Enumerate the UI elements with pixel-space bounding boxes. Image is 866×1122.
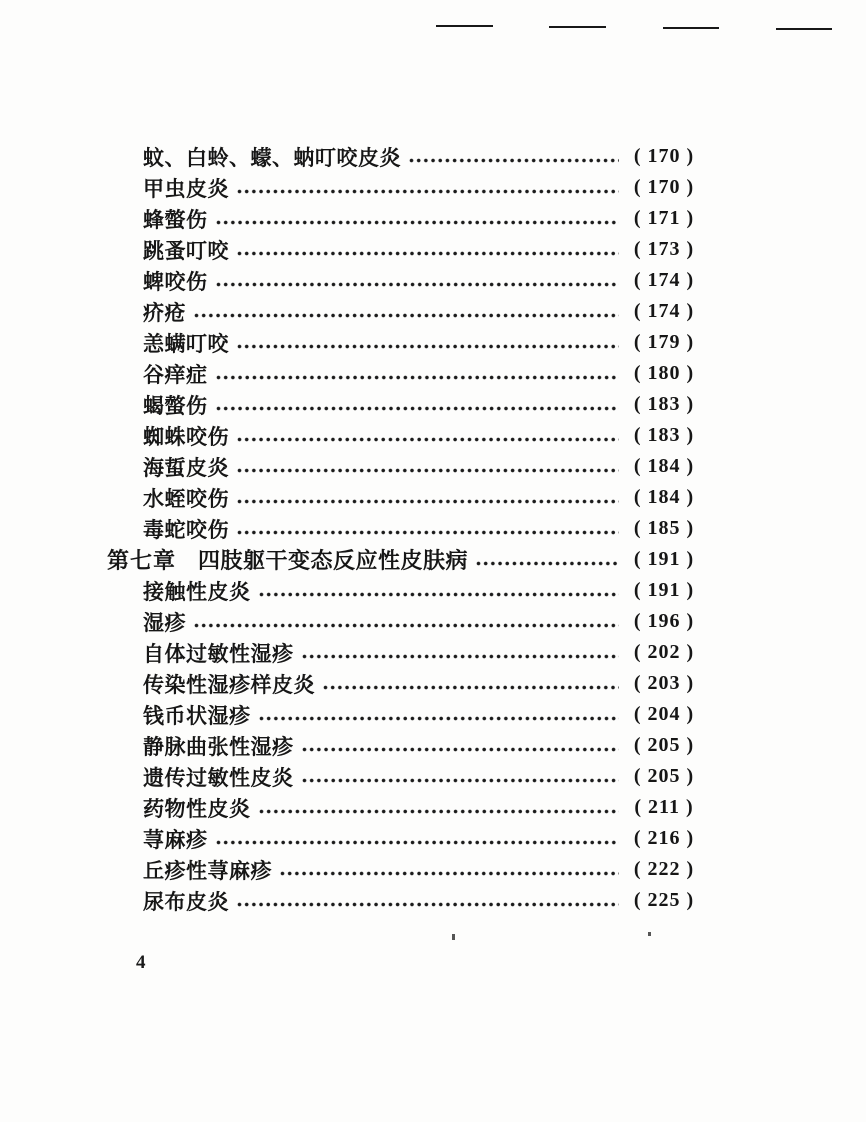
toc-entry: [107, 234, 705, 265]
dot-leader: [258, 807, 620, 816]
toc-entry: [107, 761, 705, 792]
toc-entry: [107, 792, 705, 823]
dot-leader: [236, 342, 619, 351]
toc-entry: [107, 141, 705, 172]
toc-entry: [107, 203, 705, 234]
dot-leader: [236, 528, 619, 537]
toc-entry-page: ( 216 ): [633, 827, 695, 849]
toc-entry-title: 谷痒症: [143, 362, 208, 387]
toc-entry-page: ( 183 ): [633, 393, 695, 415]
toc-entry: [107, 482, 705, 513]
toc-entry-page: ( 174 ): [633, 269, 695, 291]
toc-entry: [107, 699, 705, 730]
toc-entry-page: ( 222 ): [633, 858, 695, 880]
scan-artifact-line: [663, 27, 719, 29]
dot-leader: [236, 249, 619, 258]
toc-entry-title: 接触性皮炎: [143, 579, 251, 604]
toc-entry-page: ( 203 ): [633, 672, 695, 694]
toc-entry-page: ( 205 ): [633, 734, 695, 756]
toc-entry-title: 钱币状湿疹: [143, 703, 251, 728]
toc-entry-title: 荨麻疹: [143, 827, 208, 852]
toc-entry-title: 跳蚤叮咬: [143, 238, 229, 263]
toc-entry: [107, 420, 705, 451]
scan-speck: [452, 934, 455, 940]
page-number: 4: [136, 952, 146, 973]
toc-entry-page: ( 170 ): [633, 176, 695, 198]
toc-entry: [107, 389, 705, 420]
dot-leader: [236, 900, 619, 909]
toc-entry-page: ( 174 ): [633, 300, 695, 322]
toc-entry-page: ( 211 ): [634, 796, 694, 818]
toc-entry-page: ( 191 ): [633, 579, 695, 601]
dot-leader: [215, 280, 620, 289]
toc-entry-title: 海蜇皮炎: [143, 455, 229, 480]
toc-entry-page: ( 173 ): [633, 238, 695, 260]
toc-entry-title: 尿布皮炎: [143, 889, 229, 914]
toc-entry-page: ( 225 ): [633, 889, 695, 911]
toc-entry-page: ( 204 ): [633, 703, 695, 725]
toc-entry-page: ( 191 ): [633, 548, 695, 570]
toc-entry: [107, 854, 705, 885]
toc-entry-page: ( 185 ): [633, 517, 695, 539]
toc-entry-page: ( 171 ): [633, 207, 695, 229]
toc-entry-title: 甲虫皮炎: [143, 176, 229, 201]
toc-entry: [107, 513, 705, 544]
dot-leader: [215, 404, 620, 413]
toc-entry-title: 丘疹性荨麻疹: [143, 858, 272, 883]
dot-leader: [301, 652, 620, 661]
toc-entry: [107, 885, 705, 916]
toc-entry-title: 蚊、白蛉、蠓、蚋叮咬皮炎: [143, 145, 401, 170]
dot-leader: [215, 373, 620, 382]
toc-entry-page: ( 184 ): [633, 486, 695, 508]
toc-entry: [107, 575, 705, 606]
toc-entry-title: 疥疮: [143, 300, 186, 325]
scan-artifact-line: [776, 28, 832, 30]
dot-leader: [301, 745, 620, 754]
dot-leader: [193, 621, 619, 630]
toc-entry: [107, 327, 705, 358]
scan-speck: [648, 932, 651, 936]
toc-entry: [107, 606, 705, 637]
toc-entry: [107, 637, 705, 668]
dot-leader: [236, 435, 619, 444]
toc-entry-page: ( 183 ): [633, 424, 695, 446]
toc-entry-page: ( 202 ): [633, 641, 695, 663]
toc-entry-title: 遗传过敏性皮炎: [143, 765, 294, 790]
toc-entry-title: 恙螨叮咬: [143, 331, 229, 356]
toc-entry-title: 湿疹: [143, 610, 186, 635]
dot-leader: [258, 714, 620, 723]
toc-entry-title: 蜱咬伤: [143, 269, 208, 294]
toc-list: [107, 141, 705, 916]
dot-leader: [236, 187, 619, 196]
toc-entry-page: ( 184 ): [633, 455, 695, 477]
toc-entry-page: ( 196 ): [633, 610, 695, 632]
dot-leader: [236, 466, 619, 475]
scan-artifact-line: [549, 26, 606, 28]
dot-leader: [258, 590, 620, 599]
dot-leader: [408, 156, 619, 165]
toc-entry: [107, 451, 705, 482]
toc-entry-page: ( 170 ): [633, 145, 695, 167]
dot-leader: [236, 497, 619, 506]
toc-entry-title: 水蛭咬伤: [143, 486, 229, 511]
dot-leader: [475, 559, 619, 568]
toc-entry-title: 静脉曲张性湿疹: [143, 734, 294, 759]
toc-entry-title: 传染性湿疹样皮炎: [143, 672, 315, 697]
toc-entry-page: ( 205 ): [633, 765, 695, 787]
toc-entry-title: 四肢躯干变态反应性皮肤病: [198, 548, 469, 573]
toc-entry: [107, 730, 705, 761]
toc-entry-title: 毒蛇咬伤: [143, 517, 229, 542]
toc-entry: [107, 358, 705, 389]
toc-entry-title: 蜂螫伤: [143, 207, 208, 232]
dot-leader: [215, 218, 620, 227]
toc-entry-page: ( 180 ): [633, 362, 695, 384]
toc-entry: [107, 172, 705, 203]
toc-entry: [107, 296, 705, 327]
toc-entry-title: 蝎螫伤: [143, 393, 208, 418]
dot-leader: [193, 311, 619, 320]
dot-leader: [301, 776, 620, 785]
toc-entry-title: 蜘蛛咬伤: [143, 424, 229, 449]
dot-leader: [215, 838, 620, 847]
toc-entry: [107, 265, 705, 296]
dot-leader: [279, 869, 619, 878]
toc-entry-page: ( 179 ): [633, 331, 695, 353]
toc-entry-title: 自体过敏性湿疹: [143, 641, 294, 666]
toc-entry: [107, 823, 705, 854]
toc-entry: [107, 544, 705, 575]
toc-entry-title: 药物性皮炎: [143, 796, 251, 821]
scan-artifact-line: [436, 25, 493, 27]
dot-leader: [322, 683, 619, 692]
toc-entry: [107, 668, 705, 699]
toc-entry-chapter-label: 第七章: [107, 548, 177, 573]
